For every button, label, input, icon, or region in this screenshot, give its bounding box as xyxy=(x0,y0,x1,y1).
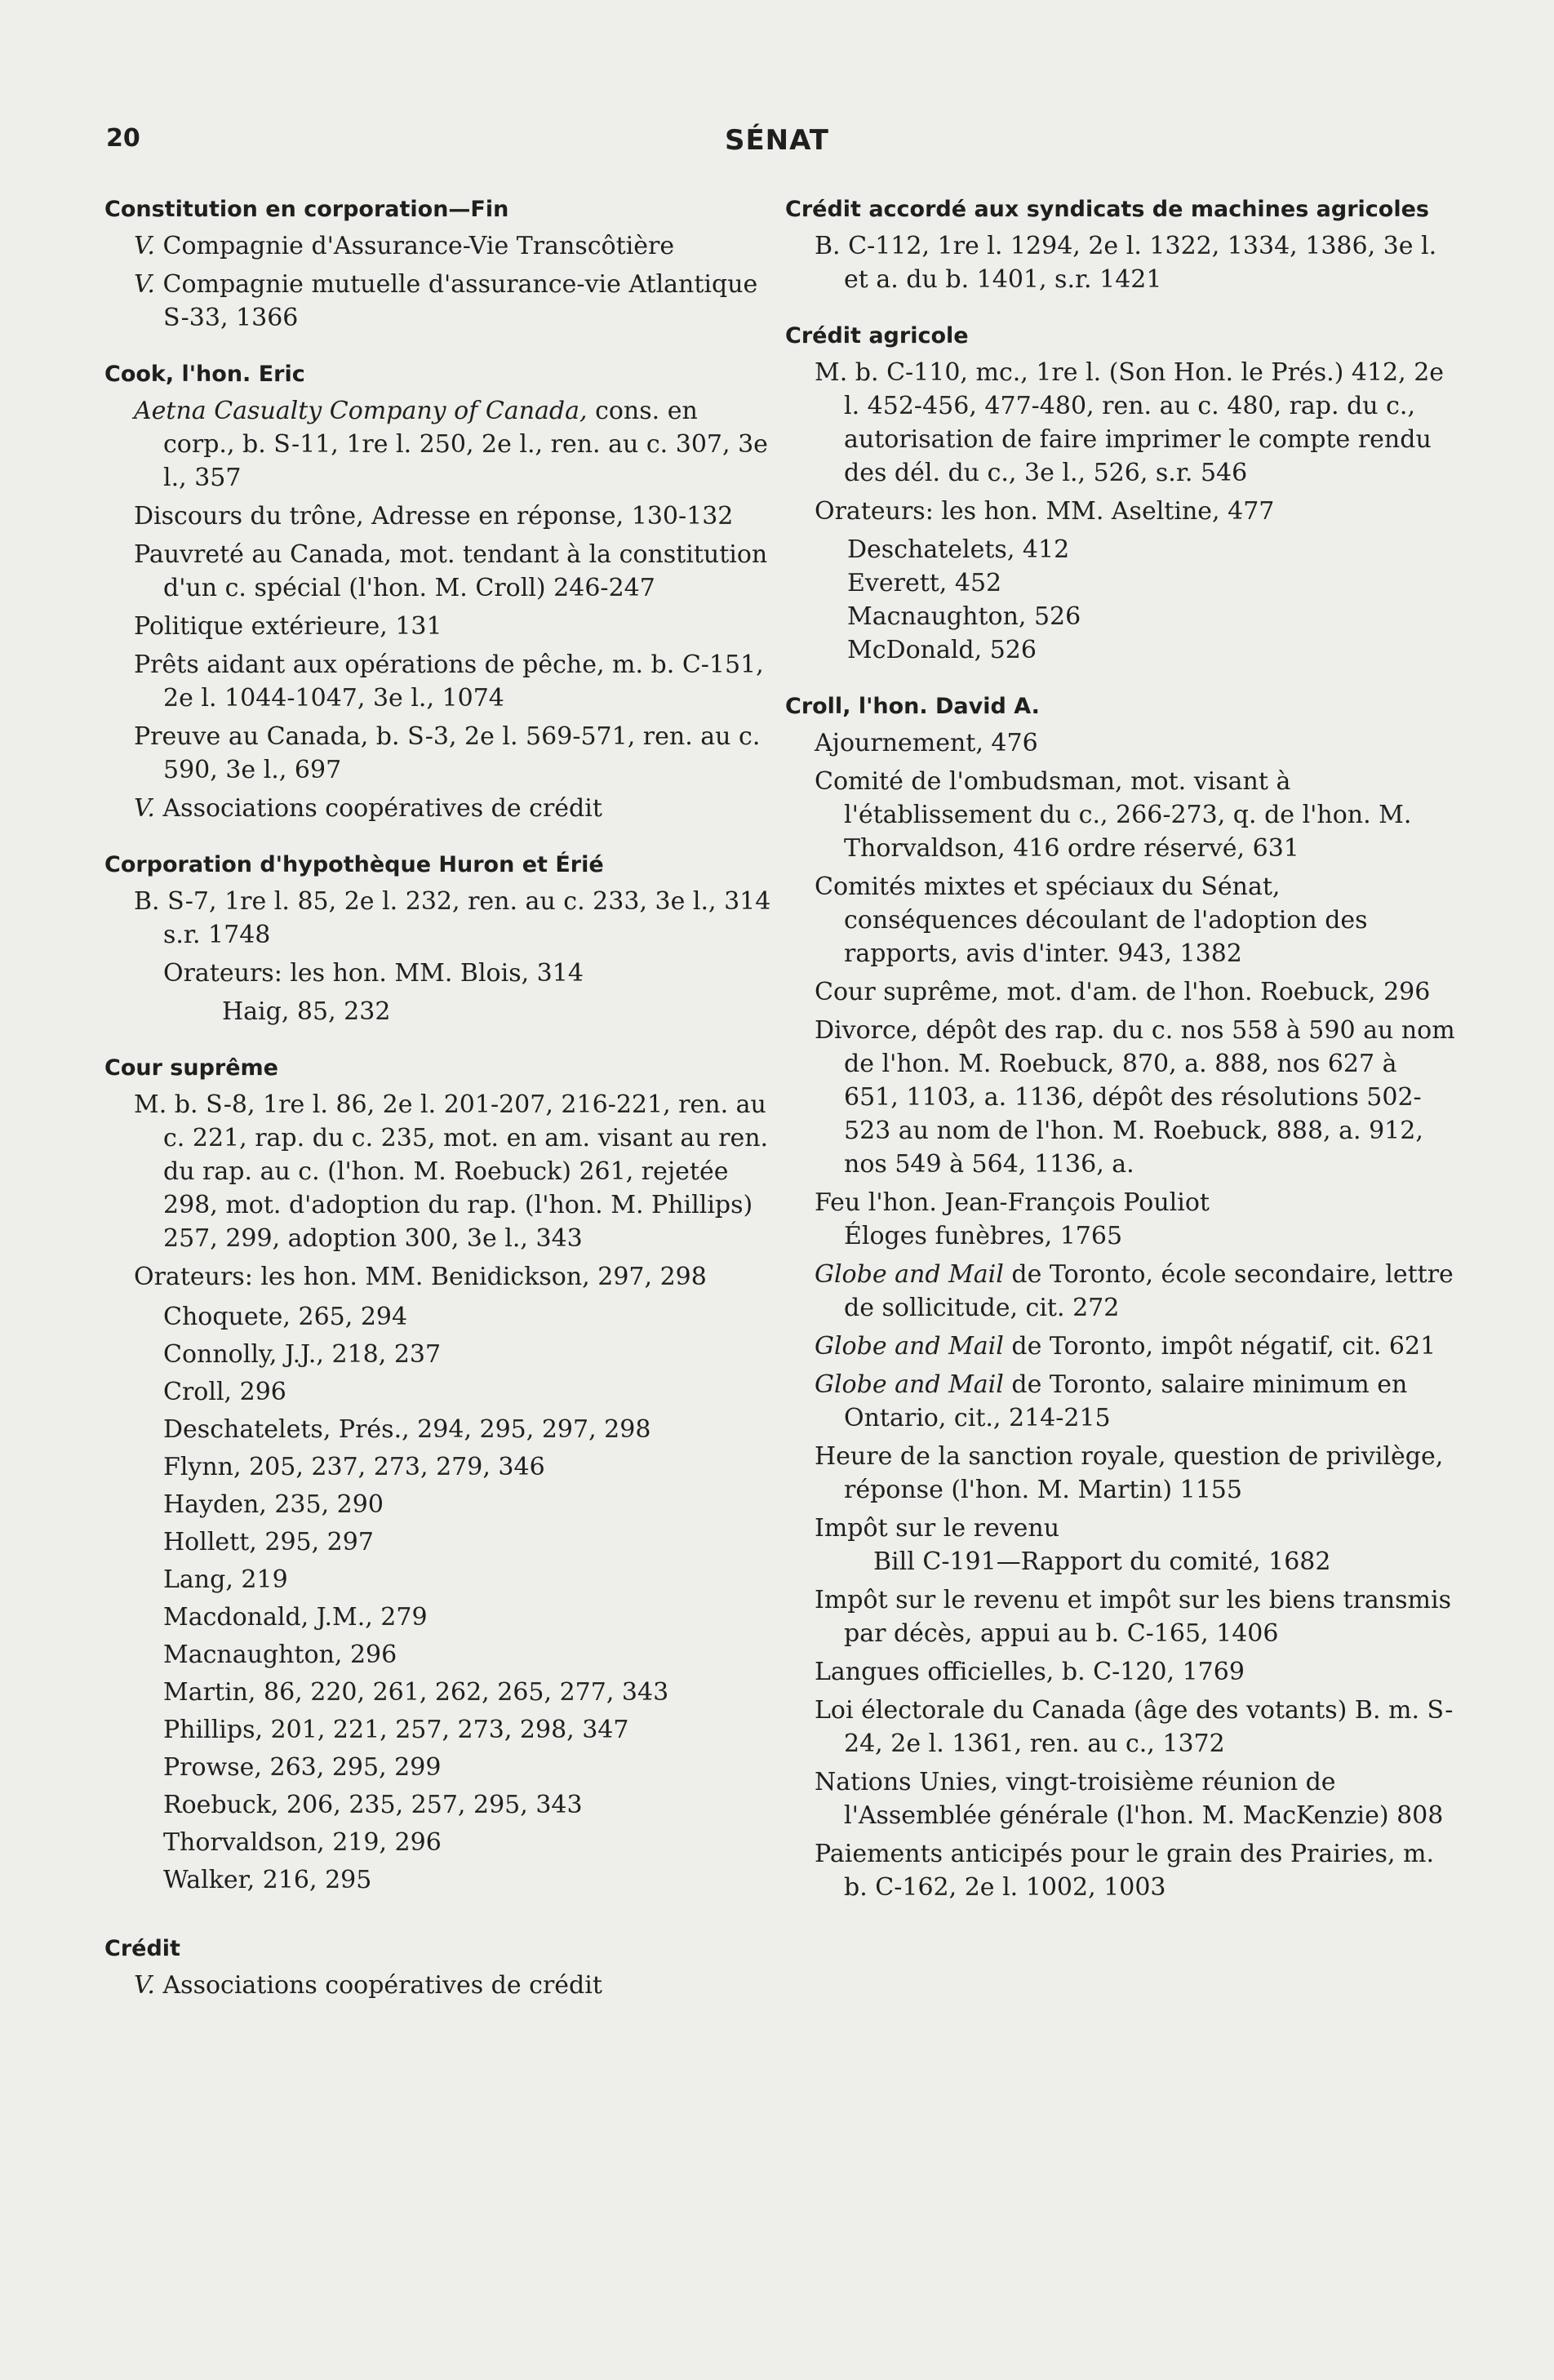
page-number: 20 xyxy=(106,124,140,153)
index-entry: Paiements anticipés pour le grain des Prairies, m. b. C-162, 2e l. 1002, 1003 xyxy=(815,1840,1434,1902)
index-entry: Langues officielles, b. C-120, 1769 xyxy=(815,1658,1245,1686)
index-entry: M. b. S-8, 1re l. 86, 2e l. 201-207, 216-221, ren. au c. 221, rap. du c. 235, mot. en am. visant au ren. du rap. au c. (l'hon. M. Roebuck) 261, rejetée 298, mot. d'adoption du rap. (l'hon. M. Phillips) 257, 299, adoption 300, 3e l., 343 xyxy=(134,1090,769,1253)
index-subentry: Bill C-191—Rapport du comité, 1682 xyxy=(873,1547,1331,1576)
see-ref: V. xyxy=(134,232,155,260)
heading: Cour suprême xyxy=(104,1055,278,1081)
running-title: SÉNAT xyxy=(724,124,830,157)
speaker-item: Martin, 86, 220, 261, 262, 265, 277, 343 xyxy=(163,1678,669,1707)
see-ref: V. xyxy=(134,794,155,823)
index-entry xyxy=(785,1330,1456,1363)
speaker-item: Hayden, 235, 290 xyxy=(163,1490,384,1519)
speaker-item: Phillips, 201, 221, 257, 273, 298, 347 xyxy=(163,1716,629,1744)
speaker-item: Hollett, 295, 297 xyxy=(163,1528,374,1556)
index-subentry: Orateurs: les hon. MM. Blois, 314 xyxy=(163,959,584,988)
index-entry xyxy=(104,792,775,825)
index-entry: M. b. C-110, mc., 1re l. (Son Hon. le Prés.) 412, 2e l. 452-456, 477-480, ren. au c. 480, rap. du c., autorisation de faire imprimer le compte rendu des dél. du c., 3e l., 526, s.r. 546 xyxy=(815,358,1445,487)
entry-text: Associations coopératives de crédit xyxy=(154,794,602,823)
index-entry: Cour suprême, mot. d'am. de l'hon. Roebuck, 296 xyxy=(815,978,1431,1006)
index-entry: Politique extérieure, 131 xyxy=(134,612,442,641)
entry-text: Associations coopératives de crédit xyxy=(154,1971,602,2000)
speaker-item: Croll, 296 xyxy=(163,1378,286,1406)
entry-text: Compagnie mutuelle d'assurance-vie Atlantique S-33, 1366 xyxy=(154,270,758,332)
index-entry: Feu l'hon. Jean-François Pouliot xyxy=(815,1188,1210,1217)
index-entry xyxy=(785,1368,1456,1435)
index-entry: Heure de la sanction royale, question de privilège, réponse (l'hon. M. Martin) 1155 xyxy=(815,1442,1444,1504)
index-entry xyxy=(104,394,775,495)
entry-text: de Toronto, école secondaire, lettre de sollicitude, cit. 272 xyxy=(844,1260,1454,1322)
index-entry: Impôt sur le revenu et impôt sur les biens transmis par décès, appui au b. C-165, 1406 xyxy=(815,1586,1451,1648)
entry-text: de Toronto, salaire minimum en Ontario, cit., 214-215 xyxy=(844,1370,1408,1432)
heading: Crédit xyxy=(104,1936,180,1961)
index-entry: B. C-112, 1re l. 1294, 2e l. 1322, 1334, 1386, 3e l. et a. du b. 1401, s.r. 1421 xyxy=(815,232,1437,294)
index-entry: Nations Unies, vingt-troisième réunion de l'Assemblée générale (l'hon. M. MacKenzie) 808 xyxy=(815,1768,1444,1830)
index-entry: B. S-7, 1re l. 85, 2e l. 232, ren. au c. 233, 3e l., 314 s.r. 1748 xyxy=(134,887,771,949)
speaker-item: Choquete, 265, 294 xyxy=(163,1303,408,1331)
italic-title: Aetna Casualty Company of Canada, xyxy=(134,397,588,425)
index-entry xyxy=(104,268,775,335)
heading: Crédit agricole xyxy=(785,323,969,349)
index-subentry: Éloges funèbres, 1765 xyxy=(844,1222,1123,1250)
entry-text: de Toronto, impôt négatif, cit. 621 xyxy=(1003,1332,1436,1361)
entry-text: cons. en corp., b. S-11, 1re l. 250, 2e l., ren. au c. 307, 3e l., 357 xyxy=(163,397,768,492)
index-entry: Impôt sur le revenu xyxy=(815,1514,1060,1543)
speaker-item: Macnaughton, 526 xyxy=(847,602,1081,631)
see-ref: V. xyxy=(134,1971,155,2000)
italic-title: Globe and Mail xyxy=(815,1370,1004,1399)
index-entry xyxy=(104,229,775,263)
index-entry: Pauvreté au Canada, mot. tendant à la constitution d'un c. spécial (l'hon. M. Croll) 246-247 xyxy=(134,540,768,602)
index-entry: Orateurs: les hon. MM. Aseltine, 477 xyxy=(815,497,1275,526)
heading: Corporation d'hypothèque Huron et Érié xyxy=(104,852,604,877)
index-entry: Orateurs: les hon. MM. Benidickson, 297, 298 xyxy=(134,1263,707,1291)
speaker-item: Macdonald, J.M., 279 xyxy=(163,1603,428,1632)
speaker-item: Walker, 216, 295 xyxy=(163,1866,372,1894)
index-entry: Loi électorale du Canada (âge des votants) B. m. S-24, 2e l. 1361, ren. au c., 1372 xyxy=(815,1696,1454,1758)
right-column xyxy=(785,193,1456,1909)
speaker-list xyxy=(104,1299,775,1899)
speaker-item: Thorvaldson, 219, 296 xyxy=(163,1828,442,1857)
speaker-item: Connolly, J.J., 218, 237 xyxy=(163,1340,442,1369)
index-entry: Ajournement, 476 xyxy=(815,729,1038,757)
speaker-item: Flynn, 205, 237, 273, 279, 346 xyxy=(163,1453,545,1481)
index-entry: Prêts aidant aux opérations de pêche, m. b. C-151, 2e l. 1044-1047, 3e l., 1074 xyxy=(134,651,764,713)
see-ref: V. xyxy=(134,270,155,299)
index-entry xyxy=(104,1969,775,2002)
speaker-item: Lang, 219 xyxy=(163,1565,288,1594)
index-entry: Comités mixtes et spéciaux du Sénat, conséquences découlant de l'adoption des rapports, avis d'inter. 943, 1382 xyxy=(815,873,1368,968)
index-entry: Divorce, dépôt des rap. du c. nos 558 à 590 au nom de l'hon. M. Roebuck, 870, a. 888, nos 627 à 651, 1103, a. 1136, dépôt des résolutions 502-523 au nom de l'hon. M. Roebuck, 888, a. 912, nos 549 à 564, 1136, a. xyxy=(815,1016,1455,1179)
speaker-item: Deschatelets, 412 xyxy=(847,535,1070,564)
speaker-item: Deschatelets, Prés., 294, 295, 297, 298 xyxy=(163,1415,651,1444)
heading: Croll, l'hon. David A. xyxy=(785,694,1040,719)
left-column xyxy=(104,193,775,2007)
index-entry xyxy=(785,1258,1456,1325)
index-entry: Comité de l'ombudsman, mot. visant à l'établissement du c., 266-273, q. de l'hon. M. Thorvaldson, 416 ordre réservé, 631 xyxy=(815,767,1412,863)
speaker-item: Macnaughton, 296 xyxy=(163,1641,397,1669)
heading: Constitution en corporation—Fin xyxy=(104,197,509,222)
index-entry: Preuve au Canada, b. S-3, 2e l. 569-571, ren. au c. 590, 3e l., 697 xyxy=(134,722,761,784)
italic-title: Globe and Mail xyxy=(815,1332,1004,1361)
index-subentry: Haig, 85, 232 xyxy=(222,997,391,1026)
entry-text: Compagnie d'Assurance-Vie Transcôtière xyxy=(154,232,675,260)
speaker-item: Roebuck, 206, 235, 257, 295, 343 xyxy=(163,1791,583,1819)
speaker-list xyxy=(785,533,1456,667)
italic-title: Globe and Mail xyxy=(815,1260,1004,1289)
speaker-item: Everett, 452 xyxy=(847,569,1002,597)
speaker-item: Prowse, 263, 295, 299 xyxy=(163,1753,442,1782)
heading: Cook, l'hon. Eric xyxy=(104,362,305,387)
speaker-item: McDonald, 526 xyxy=(847,636,1037,664)
heading: Crédit accordé aux syndicats de machines agricoles xyxy=(785,197,1429,222)
index-entry: Discours du trône, Adresse en réponse, 130-132 xyxy=(134,502,734,531)
